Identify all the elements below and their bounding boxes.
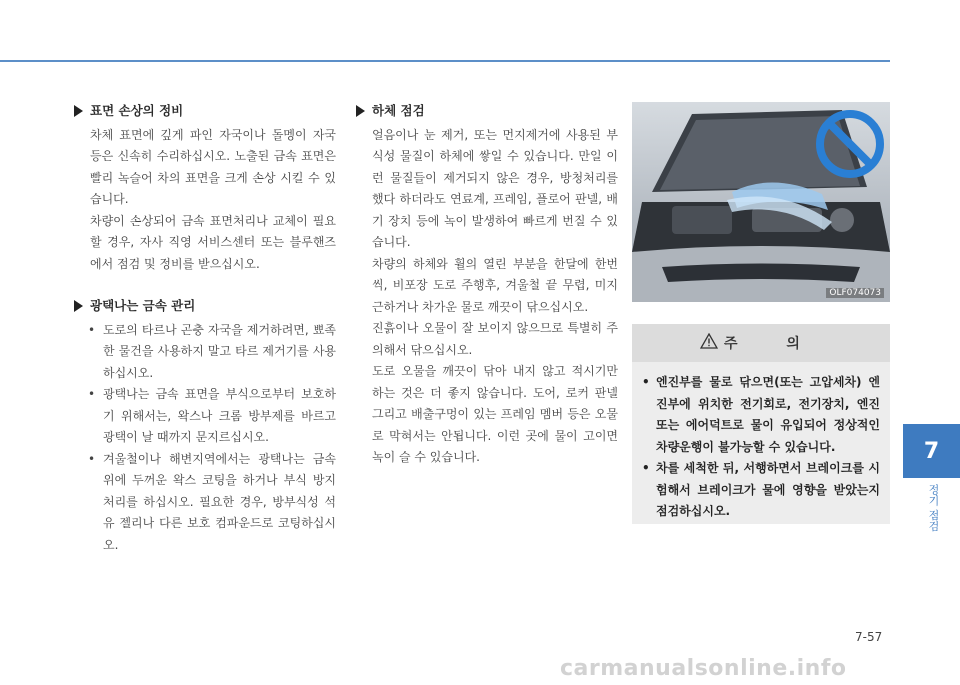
page-number: 7-57 [855,630,883,644]
paragraph: 얼음이나 눈 제거, 또는 먼지제거에 사용된 부식성 물질이 하체에 쌓일 수 있습니다. 만일 이런 물질들이 제거되지 않은 경우, 방청처리를 했다 하더라도 연료계, 프레임, 플로어 판넬, 배기 장치 등에 녹이 발생하여 빠르게 번질 수 있습니다. [372,127,618,249]
warning-triangle-icon [700,333,718,353]
caution-header [632,324,890,362]
bullet-list [74,320,336,557]
image-caption: OLF074073 [826,288,884,298]
list-item: • 겨울철이나 해변지역에서는 광택나는 금속 위에 두꺼운 왁스 코팅을 하거나 부식 방지 처리를 하십시오. 필요한 경우, 방부식성 석유 젤리나 다른 보호 컴파운드로 코팅하십시오. [88,451,336,552]
middle-column [356,100,618,469]
list-item: • 차를 세척한 뒤, 서행하면서 브레이크를 시험해서 브레이크가 물에 영향을 받았는지 점검하십시오. [642,461,880,518]
triangle-bullet-icon [74,300,83,312]
triangle-bullet-icon [356,105,365,117]
section-heading-underbody [356,100,618,122]
triangle-bullet-icon [74,105,83,117]
footer-watermark: carmanualsonline.info [560,656,847,681]
list-item: • 광택나는 금속 표면을 부식으로부터 보호하기 위해서는, 왁스나 크롬 방부제를 바르고 광택이 날 때까지 문지르십시오. [88,387,336,444]
paragraph: 도로 오물을 깨끗이 닦아 내지 않고 적시기만 하는 것은 더 좋지 않습니다. 도어, 로커 판넬 그리고 배출구멍이 있는 프레임 멤버 등은 오물로 막혀서는 안됩니다. 이런 곳에 물이 고이면 녹이 슬 수 있습니다. [372,364,618,464]
chapter-label: 정기 점검 [927,484,940,532]
list-item: • 엔진부를 물로 닦으면(또는 고압세차) 엔진부에 위치한 전기회로, 전기장치, 엔진 또는 에어덕트로 물이 유입되어 정상적인 차량운행이 불가능할 수 있습니다. [642,375,880,454]
section-heading-surface-damage [74,100,336,122]
top-rule [0,60,890,62]
engine-wash-illustration [632,102,890,302]
section-title: 광택나는 금속 관리 [90,298,196,313]
left-column [74,100,336,556]
paragraph: 진흙이나 오물이 잘 보이지 않으므로 특별히 주의해서 닦으십시오. [372,321,618,357]
paragraph: 차량의 하체와 휠의 열린 부분을 한달에 한번씩, 비포장 도로 주행후, 겨울철 끝 무렵, 미지근하거나 차가운 물로 깨끗이 닦으십시오. [372,256,618,314]
paragraph: 차량이 손상되어 금속 표면처리나 교체이 필요할 경우, 자사 직영 서비스센터 또는 블루핸즈에서 점검 및 정비를 받으십시오. [90,213,336,271]
section-heading-metal-care [74,295,336,317]
list-item: • 도로의 타르나 곤충 자국을 제거하려면, 뾰족한 물건을 사용하지 말고 타르 제거기를 사용하십시오. [88,322,336,380]
caution-body [632,362,890,523]
car-hood-open-image [632,102,890,302]
caution-box [632,324,890,524]
chapter-tab: 7 [903,424,960,478]
section-title: 표면 손상의 정비 [90,103,184,118]
caution-title: 주 의 [724,336,822,352]
paragraph: 차체 표면에 깊게 파인 자국이나 돌멩이 자국 등은 신속히 수리하십시오. 노출된 금속 표면은 빨리 녹슬어 차의 표면을 크게 손상 시킬 수 있습니다. [90,127,336,206]
section-title: 하체 점검 [372,103,425,118]
